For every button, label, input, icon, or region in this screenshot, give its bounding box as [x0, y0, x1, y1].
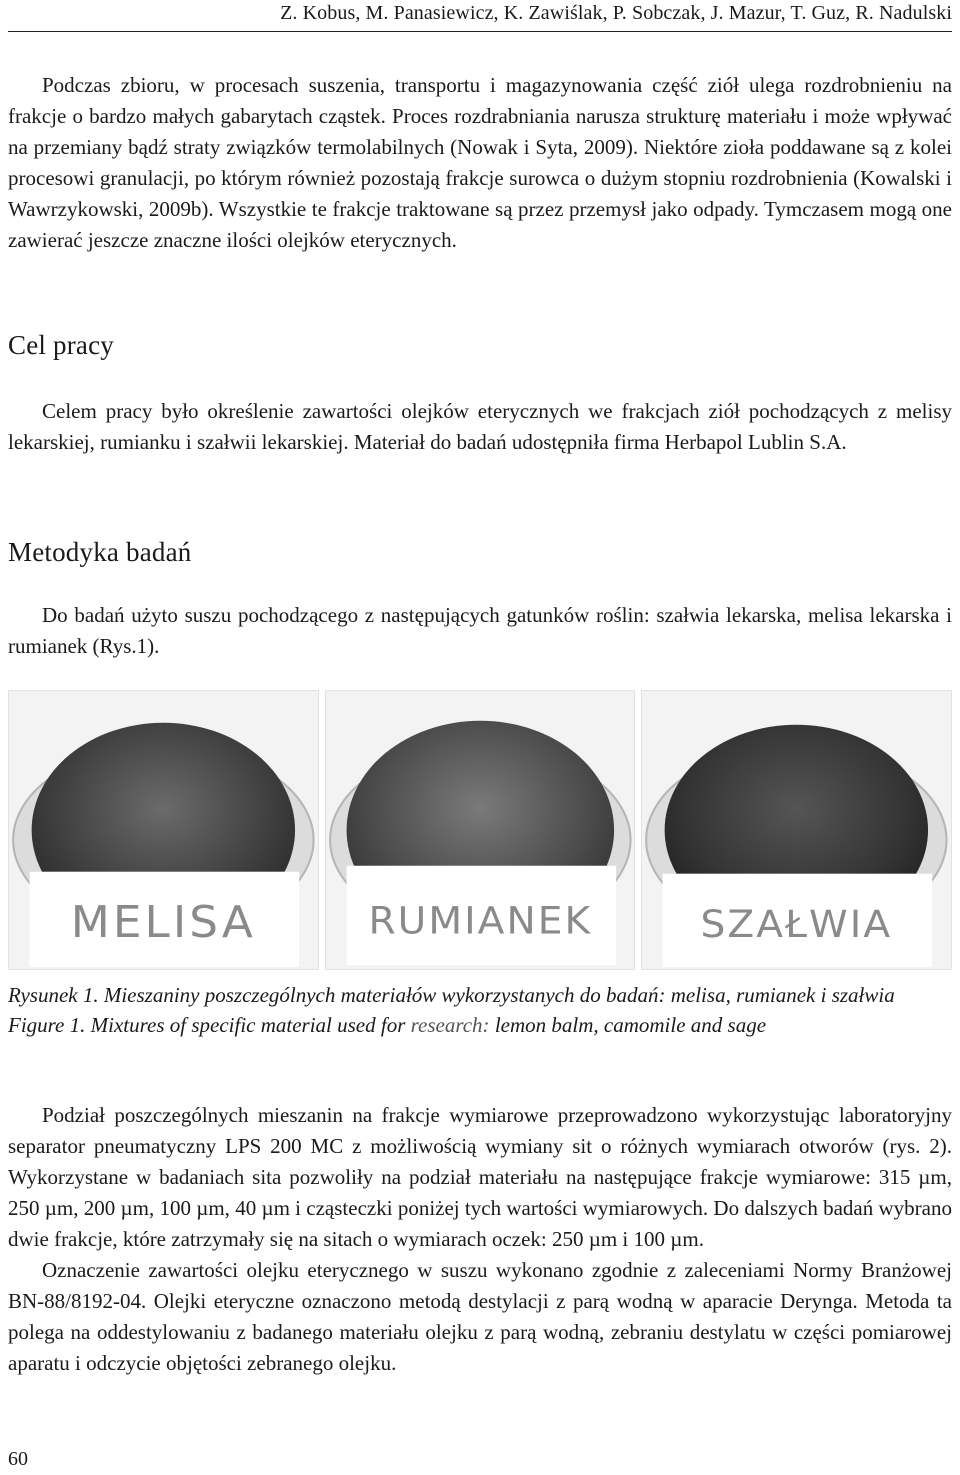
methods-paragraph: Do badań użyto suszu pochodzącego z następujących gatunków roślin: szałwia lekarska, melisa lekarska i rumianek (Rys.1). — [8, 603, 952, 658]
herb-dish-image — [642, 691, 951, 969]
caption-en-prefix: Figure 1. Mixtures of specific material used for — [8, 1013, 411, 1037]
figure-1 — [8, 690, 952, 970]
figure-caption — [8, 980, 952, 1040]
page-number: 60 — [8, 1448, 28, 1470]
label-szalwia: SZAŁWIA — [700, 902, 893, 948]
figure-caption-en — [8, 1010, 952, 1040]
photo-melisa — [8, 690, 319, 970]
body-section — [8, 1100, 952, 1379]
caption-en-suffix: lemon balm, camomile and sage — [489, 1013, 767, 1037]
aim-paragraph: Celem pracy było określenie zawartości olejków eterycznych we frakcjach ziół pochodzących z melisy lekarskiej, rumianku i szałwii lekarskiej. Materiał do badań udostępniła firma Herbapol Lublin S.A. — [8, 399, 952, 454]
intro-paragraph: Podczas zbioru, w procesach suszenia, transportu i magazynowania część ziół ulega rozdrobnieniu na frakcje o bardzo małych gabarytach cząstek. Proces rozdrabniania narusza strukturę materiału i może wpływać na przemiany bądź straty związków termolabilnych (Nowak i Syta, 2009). Niektóre zioła poddawane są z kolei procesowi granulacji, po którym również pozostają frakcje surowca o dużym stopniu rozdrobnienia (Kowalski i Wawrzykowski, 2009b). Wszystkie te frakcje traktowane są przez przemysł jako odpady. Tymczasem mogą one zawierać jeszcze znaczne ilości olejków eterycznych. — [8, 73, 952, 252]
herb-dish-image — [9, 691, 318, 969]
intro-section — [8, 70, 952, 256]
body-paragraph-1: Podział poszczególnych mieszanin na frakcje wymiarowe przeprowadzono wykorzystując laboratoryjny separator pneumatyczny LPS 200 MC z możliwością wymiany sit o różnych wymiarach otworów (rys. 2). Wykorzystane w badaniach sita pozwoliły na podział materiału na następujące frakcje wymiarowe: 315 µm, 250 µm, 200 µm, 100 µm, 40 µm i cząsteczki poniżej tych wartości wymiarowych. Do dalszych badań wybrano dwie frakcje, które zatrzymały się na sitach o wymiarach oczek: 250 µm i 100 µm. — [8, 1103, 952, 1251]
figure-caption-pl: Rysunek 1. Mieszaniny poszczególnych materiałów wykorzystanych do badań: melisa, rumianek i szałwia — [8, 983, 895, 1007]
herb-dish-image — [326, 691, 635, 969]
caption-en-highlight: research: — [410, 1013, 490, 1037]
methods-section — [8, 600, 952, 662]
section-heading-methods: Metodyka badań — [8, 537, 192, 567]
body-paragraph-2: Oznaczenie zawartości olejku eterycznego w suszu wykonano zgodnie z zaleceniami Normy Branżowej BN-88/8192-04. Olejki eteryczne oznaczono metodą destylacji z parą wodną w aparacie Derynga. Metoda ta polega na oddestylowaniu z badanego materiału olejku z parą wodną, zebraniu destylatu w części pomiarowej aparatu i odczycie objętości zebranego olejku. — [8, 1258, 952, 1375]
label-rumianek: RUMIANEK — [368, 898, 592, 944]
aim-section — [8, 396, 952, 458]
photo-rumianek — [325, 690, 636, 970]
photo-szalwia — [641, 690, 952, 970]
section-heading-aim: Cel pracy — [8, 330, 115, 360]
running-header: Z. Kobus, M. Panasiewicz, K. Zawiślak, P. Sobczak, J. Mazur, T. Guz, R. Nadulski — [8, 2, 952, 32]
label-melisa: MELISA — [70, 897, 256, 949]
